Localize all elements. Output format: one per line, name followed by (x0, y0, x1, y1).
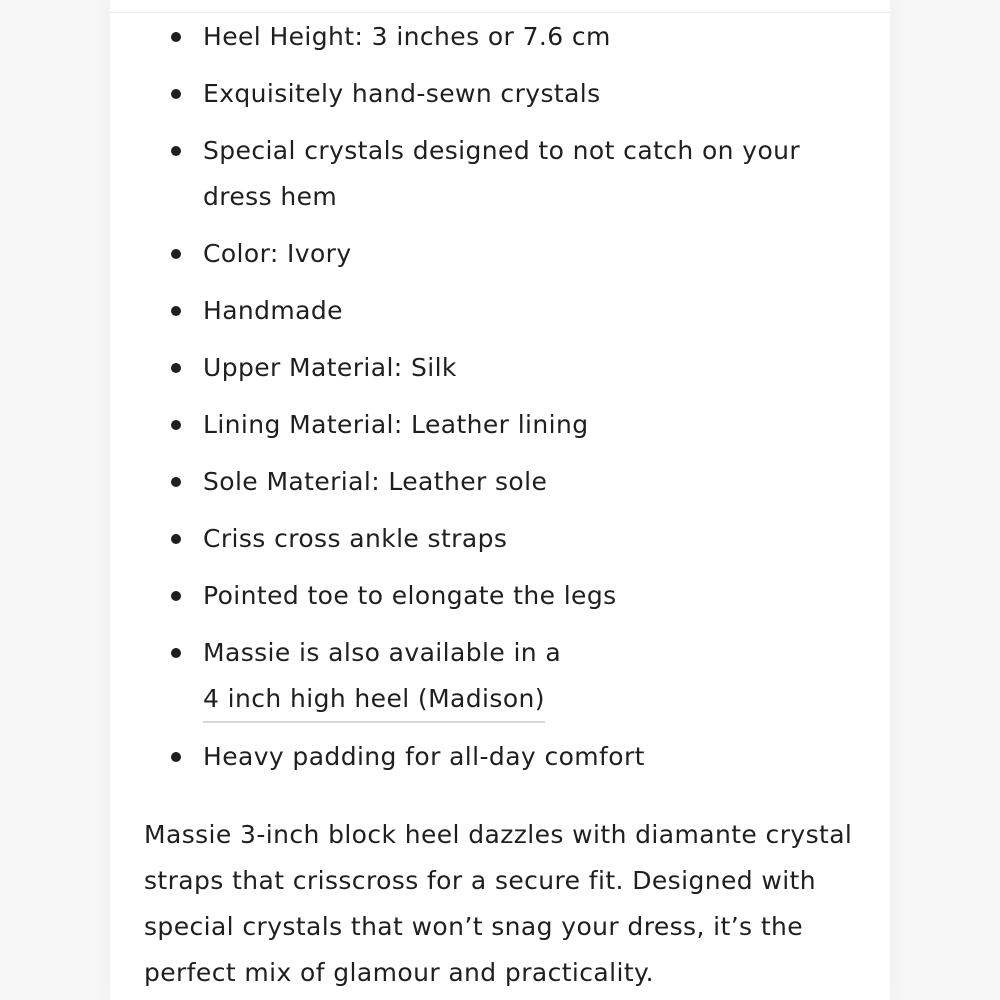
bullet-icon (171, 534, 181, 544)
feature-text: Massie is also available in a (203, 638, 562, 667)
bullet-icon (171, 32, 181, 42)
bullet-icon (171, 648, 181, 658)
feature-item-pointed-toe (144, 573, 874, 619)
bullet-icon (171, 752, 181, 762)
feature-text: Heavy padding for all-day comfort (203, 742, 645, 771)
feature-text: Special crystals designed to not catch on your dress hem (203, 136, 801, 211)
feature-text: Pointed toe to elongate the legs (203, 581, 617, 610)
bullet-icon (171, 89, 181, 99)
bullet-icon (171, 249, 181, 259)
feature-text: Upper Material: Silk (203, 353, 457, 382)
feature-item-lining-material (144, 402, 874, 448)
feature-item-heel-height (144, 14, 874, 60)
feature-item-upper-material (144, 345, 874, 391)
feature-text: Heel Height: 3 inches or 7.6 cm (203, 22, 611, 51)
bullet-icon (171, 477, 181, 487)
product-details-content (144, 14, 874, 996)
feature-text: Exquisitely hand-sewn crystals (203, 79, 601, 108)
bullet-icon (171, 420, 181, 430)
feature-text: Lining Material: Leather lining (203, 410, 589, 439)
feature-item-padding (144, 734, 874, 780)
bullet-icon (171, 306, 181, 316)
feature-item-straps (144, 516, 874, 562)
feature-list (144, 14, 874, 780)
bullet-icon (171, 146, 181, 156)
bullet-icon (171, 591, 181, 601)
feature-item-sole-material (144, 459, 874, 505)
feature-item-crystals (144, 71, 874, 117)
feature-text: Color: Ivory (203, 239, 352, 268)
divider (110, 12, 890, 13)
feature-text: Criss cross ankle straps (203, 524, 508, 553)
feature-text: Handmade (203, 296, 343, 325)
feature-item-special-crystals (144, 128, 823, 220)
product-details-panel (110, 0, 890, 1000)
feature-item-color (144, 231, 874, 277)
bullet-icon (171, 363, 181, 373)
feature-item-availability (144, 630, 874, 723)
feature-item-handmade (144, 288, 874, 334)
madison-product-link[interactable]: 4 inch high heel (Madison) (203, 677, 545, 723)
product-description: Massie 3-inch block heel dazzles with diamante crystal straps that crisscross for a secure fit. Designed with special crystals that won’t snag your dress, it’s the perfect mix of glamour and practicality. (144, 820, 853, 987)
feature-text: Sole Material: Leather sole (203, 467, 548, 496)
